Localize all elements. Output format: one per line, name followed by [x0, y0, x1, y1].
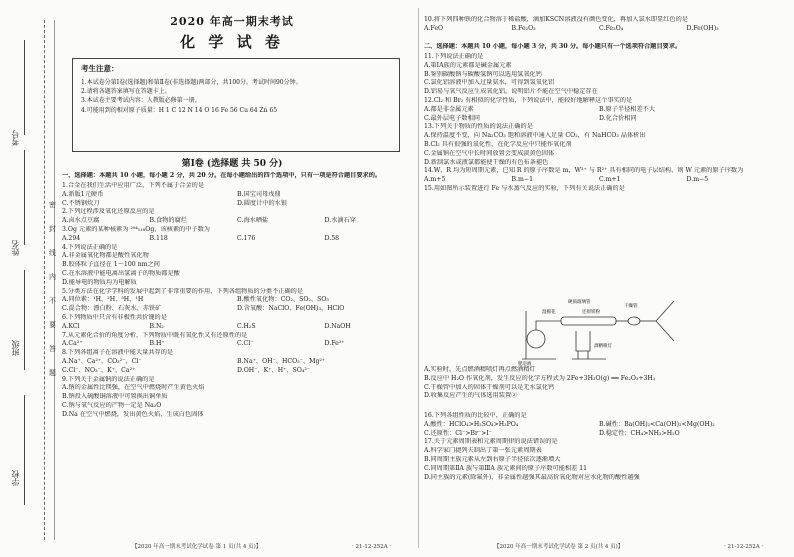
option: A.钠的金属性比镁强，在空气中燃烧时产生黄色火焰	[62, 384, 205, 392]
options-row	[62, 235, 412, 244]
seal-mark: 封	[49, 225, 56, 233]
options-row	[62, 200, 412, 209]
question	[424, 412, 774, 438]
seal-mark: 要	[49, 321, 56, 329]
footer-right: 【2020 年高一期末考试化学试卷 第 2 页(共 4 页)】	[494, 544, 624, 551]
footer-left-code: · 21-12-252A ·	[352, 544, 392, 551]
option: B.胶体粒子直径在 1～100 nm之间	[62, 261, 160, 269]
question-stem: 11.下列说法正确的是	[424, 53, 484, 60]
question-stem: 13.下列关于物质的性质的说法正确的是	[424, 123, 533, 131]
options-row	[424, 115, 774, 124]
question-stem: 16.下列各组性质的比较中，正确的是	[424, 412, 527, 419]
school-underline	[24, 395, 25, 505]
option: A.m+5	[424, 176, 446, 184]
option: D.Fe(OH)₃	[686, 24, 719, 32]
seal-mark: 线	[49, 249, 56, 257]
option: D.OH⁻、K⁺、H⁺、SO₄²⁻	[237, 366, 311, 374]
option: C.在水溶液中能电离出氢离子的物质都是酸	[62, 269, 180, 277]
question	[424, 97, 774, 123]
notice-line: 3.本试卷主要考试内容：人教版必修第一册。	[81, 97, 201, 105]
option: D.圆度计中的水银	[237, 199, 288, 207]
option: A.新版1元硬币	[62, 190, 104, 198]
options-row	[424, 106, 774, 115]
options-row	[424, 430, 774, 439]
option: B.H⁺	[149, 340, 165, 348]
section-intro-text: 二、选择题：本题共 10 小题，每小题 3 分，共 30 分。每小题只有一个选项符合题目要求。	[424, 43, 682, 50]
option: D.同主族的元素(除氟外)，非金属性越强其最高价氧化物对应水化物的酸性越强	[424, 473, 640, 481]
seal-line	[44, 20, 45, 540]
option: B.鉴别碳酸钠与碳酸氢钠可以选用氢氧化钙	[424, 70, 542, 78]
question	[424, 123, 774, 167]
option: C.同周期第ⅡA 族与第ⅢA 族元素间的原子序数可能相差 11	[424, 464, 588, 472]
option: C.钠与氧气反应的产物一定是 Na₂O	[62, 401, 162, 409]
options-row	[62, 358, 412, 367]
fe-steam-apparatus-figure	[516, 291, 676, 366]
option: D.水滴石穿	[324, 217, 356, 225]
option: C.Cl⁻、NO₃⁻、K⁺、Ca²⁺	[62, 366, 136, 374]
question	[62, 314, 412, 332]
question-stem: 7.从元素化合价的角度分析，下列物质中既有氧化性又有还原性的是	[62, 331, 248, 339]
option: A.Ca²⁺	[62, 340, 83, 348]
footer-right-code: · 21-12-252A ·	[724, 544, 764, 551]
subject-title: 化 学 试 卷	[180, 33, 284, 51]
name-label: 姓名	[11, 240, 20, 256]
options-row	[424, 421, 774, 430]
seal-mark: 内	[49, 273, 56, 281]
option: A.294	[62, 234, 81, 242]
section2-intro	[424, 43, 774, 52]
option: A.Na⁺、Ca²⁺、CO₃²⁻、Cl⁻	[62, 357, 142, 365]
option: B.m−1	[511, 176, 534, 184]
option: D.收集反应产生的气体选用装置②	[424, 392, 518, 400]
name-underline	[24, 150, 25, 245]
option: C.还原性：Cl⁻>Br⁻>I⁻	[424, 429, 493, 437]
option: D.铝易与氧气反应生成氧化铝，说明铝片不能在空气中稳定存在	[424, 88, 598, 96]
right-column	[424, 0, 784, 557]
option: A.KCl	[62, 322, 80, 330]
question-stem: 3.Og 元素的某种核素为 ²⁹⁴₁₁₈Og，该核素的中子数为	[62, 225, 210, 233]
option: A.实验时，先点燃酒精喷灯再点燃酒精灯	[424, 366, 536, 373]
option: C.最外层电子数相同	[424, 114, 480, 122]
question	[62, 182, 412, 208]
option: D.化合价相同	[599, 114, 637, 122]
option: D.58	[324, 234, 340, 242]
option: A.保持温度不变，向 Na₂CO₃ 饱和溶液中通入足量 CO₂，有 NaHCO₃ 晶体析出	[424, 132, 646, 140]
option: D.新制氯水或液氯都能使干燥的有色布条褪色	[424, 158, 549, 166]
notice-line: 1.本试卷分第Ⅰ卷(选择题)和第Ⅱ卷(非选择题)两部分，共100分。考试时间90分钟。	[81, 78, 302, 86]
school-label: 学校	[11, 470, 20, 486]
question-stem: 15.用如图所示装置进行 Fe 与水蒸气反应的实验，下列有关说法正确的是	[424, 184, 625, 192]
option: D.NaOH	[324, 322, 351, 330]
option: C.海水晒盐	[237, 217, 269, 225]
question	[62, 376, 412, 420]
exam-no-label: 考号	[11, 130, 20, 146]
question	[62, 288, 412, 314]
option: A.都是非金属元素	[424, 105, 474, 113]
right-question-list-a	[424, 16, 774, 34]
options-row	[62, 296, 412, 305]
option: B.N₂	[149, 322, 164, 330]
option: B.同周期主族元素从左到右原子半径依次逐渐增大	[424, 455, 561, 463]
question-stem: 4.下列说法正确的是	[62, 243, 118, 251]
question-stem: 17.关于元素周期表和元素周期律的说法错误的是	[424, 438, 558, 446]
left-column	[62, 0, 414, 557]
question-stem: 10.将下列四种铁的化合物溶于稀盐酸，滴加KSCN溶液没有颜色变化，再加入氯水即显红色的是	[424, 16, 688, 23]
question	[62, 332, 412, 350]
options-row	[424, 176, 774, 185]
section1-intro	[62, 172, 412, 181]
options-row	[62, 191, 412, 200]
question-stem: 6.下列物质中只含有非极性共价键的是	[62, 313, 167, 321]
option: B.国宝司母戊鼎	[237, 190, 281, 198]
apparatus-label: 肥皂液	[518, 362, 532, 366]
option: C.176	[237, 234, 256, 242]
option: B.原子半径相差不大	[599, 105, 656, 113]
question	[424, 167, 774, 185]
section-intro-text: 一、选择题：本题共 10 小题，每小题 2 分，共 20 分。在每小题给出的四个选项中，只有一项是符合题目要求的。	[62, 172, 382, 179]
option: C.Cl⁻	[237, 340, 254, 348]
question-stem: 14.W、R 均为短周期元素，已知 R 的原子序数是 m，W³⁺ 与 R²⁺ 具有相同的电子层结构，则 W 元素的原子序数为	[424, 167, 744, 175]
option: B.Cl₂ 具有很强的氧化性，在化学反应中只能作氧化剂	[424, 140, 572, 148]
question	[62, 349, 412, 375]
question	[424, 438, 774, 482]
exam-title: 2020 年高一期末考试	[170, 15, 294, 28]
option: D.m−5	[686, 176, 709, 184]
question-stem: 9.下列关于金属钠的说法正确的是	[62, 375, 155, 383]
option: B.Fe₂O₃	[511, 24, 536, 32]
options-row	[62, 217, 412, 226]
option: B.钠投入硫酸铜溶液中可置换出铜单质	[62, 393, 168, 401]
option: A.非金属氧化物都是酸性氧化物	[62, 252, 149, 260]
question	[424, 185, 774, 194]
option: D.含氧酸：NaClO、Fe(OH)₃、HClO	[237, 305, 345, 313]
class-label: 班级	[11, 340, 20, 356]
question	[424, 16, 774, 34]
notice-line: 4.可能用到的相对原子质量：H 1 C 12 N 14 O 16 Fe 56 Cu 64 Zn 65	[81, 106, 278, 114]
right-question-list-b	[424, 53, 774, 194]
option: D.Na 在空气中燃烧，发出黄色火焰，生成白色固体	[62, 410, 204, 418]
question-stem: 12.Cl₂ 和 Br₂ 有相似的化学性质，下列说法中，能较好地解释这个事实的是	[424, 96, 633, 104]
binding-margin	[0, 0, 58, 557]
option: C.H₂S	[237, 322, 256, 330]
option: A.FeO	[424, 24, 444, 32]
apparatus-label: 湿棉花	[542, 310, 556, 315]
option: C.混合物：漂白粉、石灰水、赤铁矿	[62, 305, 162, 313]
seal-mark: 密	[49, 201, 56, 209]
option: D.稳定性：CH₄>NH₃>H₂O	[599, 429, 680, 437]
question	[62, 244, 412, 288]
apparatus-label: 干燥管	[624, 304, 638, 309]
q15-options	[424, 366, 774, 401]
seal-mark: 题	[49, 369, 56, 377]
question-stem: 5.分类方法在化学学科的发展中起到了非常重要的作用，下列各组物质的分类不正确的是	[62, 287, 304, 295]
option: D.Fe²⁺	[324, 340, 345, 348]
question	[424, 53, 774, 97]
option: B.酸性氧化物：CO₂、SO₂、SO₃	[237, 296, 329, 304]
left-question-list	[62, 182, 412, 420]
options-row	[62, 323, 412, 332]
notice-line: 2.请将各题答案填写在答题卡上。	[81, 87, 171, 95]
question-stem: 1.合金在我们生活中应用广泛，下列不属于合金的是	[62, 182, 205, 189]
footer-left: 【2020 年高一期末考试化学试卷 第 1 页(共 4 页)】	[132, 544, 262, 551]
apparatus-label: 硬质玻璃管	[568, 300, 591, 305]
question-stem: 8.下列各组离子在溶液中能大量共存的是	[62, 349, 174, 357]
question-stem: 2.下列过程涉及氧化还原反应的是	[62, 208, 155, 216]
option: C.Fe₃O₄	[599, 24, 624, 32]
option: A.卤水点豆腐	[62, 217, 100, 225]
option: B.碱性：Ba(OH)₂<Ca(OH)₂<Mg(OH)₂	[599, 420, 715, 428]
options-row	[62, 340, 412, 349]
class-underline	[24, 270, 25, 370]
option: B.118	[149, 234, 168, 242]
notice-box	[72, 58, 400, 152]
option: C.m+1	[599, 176, 621, 184]
option: B.Na⁺、OH⁻、HCO₃⁻、Mg²⁺	[237, 357, 326, 365]
option: C.金属钠在空气中长时间放置会变成淡黄色固体	[424, 149, 555, 157]
options-row	[62, 367, 412, 376]
option: A.同位素：¹H、²H、³H、¹H	[62, 296, 144, 304]
option: B.食物的腐烂	[149, 217, 187, 225]
option: D.能导电的物质均为电解质	[62, 278, 137, 286]
question	[62, 208, 412, 226]
seal-mark: 不	[49, 297, 56, 305]
seal-mark: 答	[49, 345, 56, 353]
section1-title: 第Ⅰ卷 (选择题 共 50 分)	[181, 159, 283, 169]
apparatus-label: 还原铁粉	[582, 310, 600, 315]
column-divider	[418, 8, 419, 548]
question	[62, 226, 412, 244]
option: C.干燥管中加入的固体干燥剂可以是无水氯化钙	[424, 383, 555, 391]
option: B.反应中 H₂O 作氧化剂，发生反应的化学方程式为 2Fe+3H₂O(g) ══ Fe₂O₃+3H₂	[424, 374, 656, 382]
options-row	[62, 305, 412, 314]
option: C.不锈钢炊刀	[62, 199, 100, 207]
apparatus-label: 酒精喷灯	[594, 344, 612, 349]
right-question-list-c	[424, 412, 774, 482]
notice-heading: 考生注意：	[81, 64, 119, 73]
exam-no-underline	[24, 40, 25, 135]
option: A.科学家门捷列夫制出了第一张元素周期表	[424, 447, 542, 455]
option: C.氯化铝溶液中加入过量氨水，可得到氢氧化铝	[424, 79, 555, 87]
options-row	[424, 25, 774, 34]
option: A.酸性：HClO₄>H₂SO₄>H₃PO₄	[424, 420, 519, 428]
option: A.第ⅠA族的元素都是碱金属元素	[424, 61, 512, 69]
